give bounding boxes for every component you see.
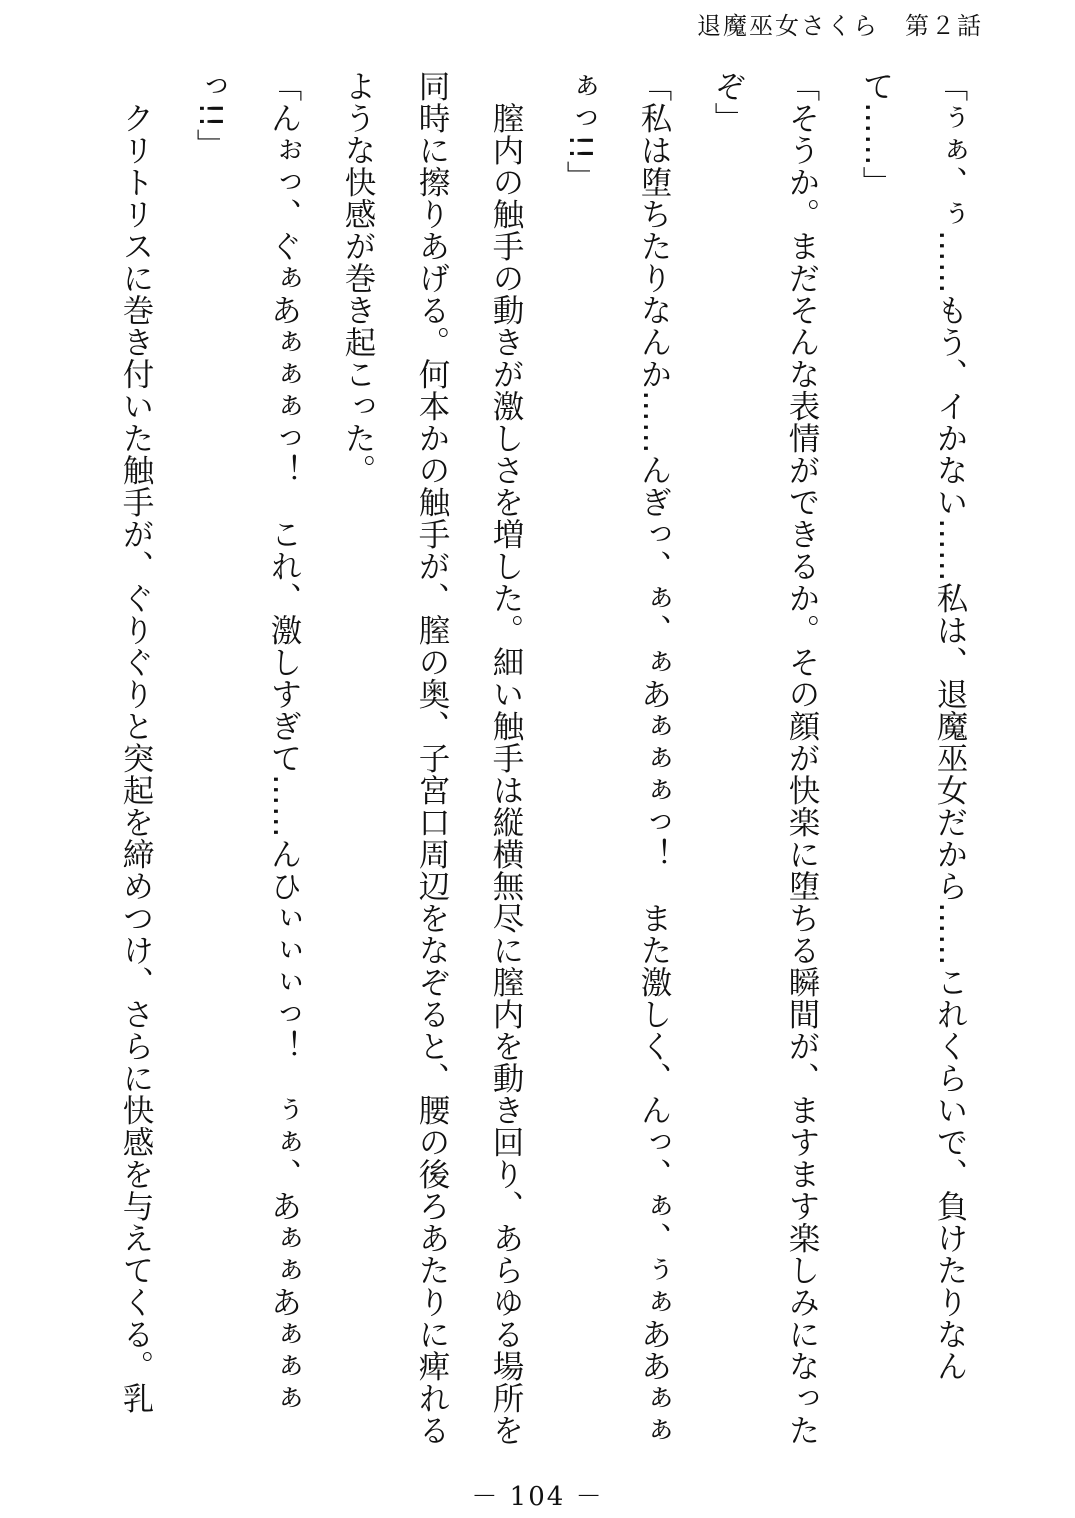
- vertical-body-text: [67, 70, 987, 1460]
- narration-paragraph: 膣内の触手の動きが激しさを増した。細い触手は縦横無尽に膣内を動き回り、あらゆる場所を同時に擦りあげる。何本かの触手が、膣の奥、子宮口周辺をなぞると、腰の後ろあたりに痺れるような快感が巻き起こった。: [340, 70, 524, 1446]
- dialogue-line: 「私は堕ちたりなんか……んぎっ、ぁ、ぁあぁぁぁっ！ また激しく、んっ、ぁ、ぅぁああぁぁぁっ!!」: [562, 70, 672, 1446]
- running-header: 退魔巫女さくら 第２話: [697, 12, 983, 40]
- dialogue-line: 「そうか。まだそんな表情ができるか。その顔が快楽に堕ちる瞬間が、ますます楽しみになったぞ」: [710, 70, 820, 1446]
- narration-paragraph: クリトリスに巻き付いた触手が、ぐりぐりと突起を締めつけ、さらに快感を与えてくる。乳: [118, 101, 154, 1414]
- dialogue-line: 「んぉっ、ぐぁあぁぁぁっ！ これ、激しすぎて……んひぃぃぃっ！ ぅぁ、あぁぁあぁぁぁっ!!」: [192, 70, 302, 1414]
- page-number: － 104 －: [471, 1482, 604, 1512]
- dialogue-line: 「ぅぁ、ぅ……もう、イかない……私は、退魔巫女だから……これくらいで、負けたりなんて……」: [858, 70, 968, 1382]
